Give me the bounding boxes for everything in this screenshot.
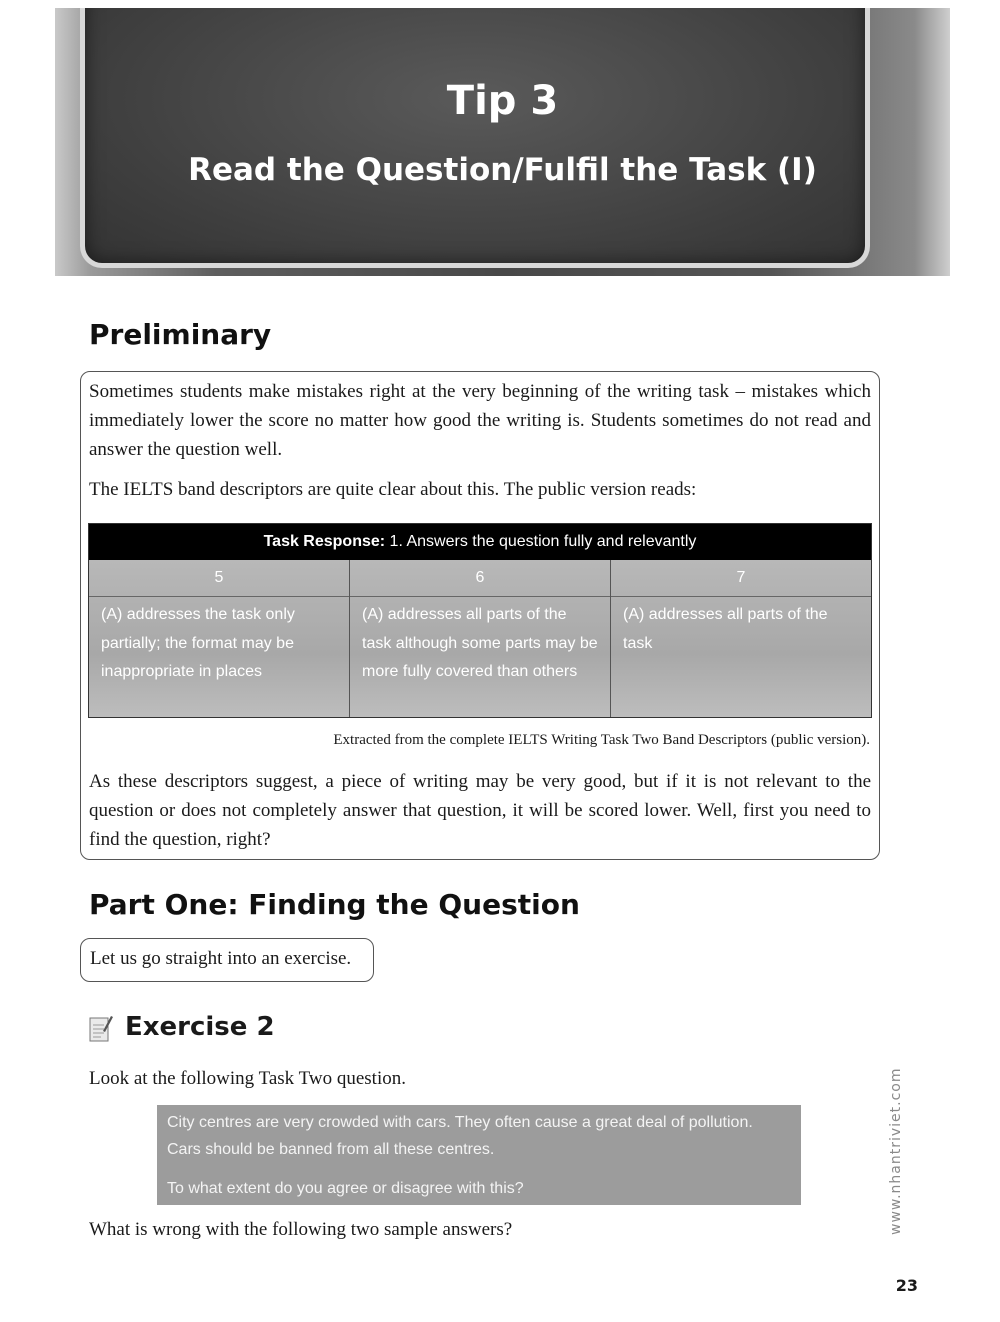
- band-column: [89, 560, 350, 717]
- question-line-3: To what extent do you agree or disagree with this?: [167, 1180, 524, 1197]
- preliminary-paragraph-3: As these descriptors suggest, a piece of writing may be very good, but if it is not relevant to the question or does not completely answer that question, it will be scored lower. Well, first you need to find the question, right?: [89, 771, 871, 850]
- tip-title: Read the Question/Fulfil the Task (I): [188, 152, 817, 188]
- band-column: [611, 560, 871, 717]
- band-description: (A) addresses all parts of the task: [623, 606, 828, 652]
- preliminary-heading: Preliminary: [89, 318, 272, 351]
- preliminary-paragraph-2: The IELTS band descriptors are quite clear about this. The public version reads:: [89, 479, 697, 500]
- follow-up-question: What is wrong with the following two sample answers?: [89, 1219, 513, 1240]
- band-description: (A) addresses all parts of the task although some parts may be more fully covered than others: [362, 606, 598, 680]
- band-descriptor-table: [88, 523, 872, 718]
- band-number: 6: [350, 560, 610, 597]
- title-banner: [55, 8, 950, 276]
- banner-frame: [80, 8, 870, 268]
- band-column: [350, 560, 611, 717]
- table-header-text: 1. Answers the question fully and relevantly: [385, 533, 697, 550]
- band-number: 7: [611, 560, 871, 597]
- preliminary-paragraph-1: Sometimes students make mistakes right at the very beginning of the writing task – mistakes which immediately lower the score no matter how good the writing is. Students sometimes do not read and answer the question well.: [89, 381, 871, 460]
- page-number: 23: [895, 1276, 918, 1295]
- table-header: [89, 524, 871, 560]
- exercise-instruction: Look at the following Task Two question.: [89, 1068, 406, 1089]
- band-number: 5: [89, 560, 349, 597]
- band-description: (A) addresses the task only partially; the format may be inappropriate in places: [101, 606, 295, 680]
- intro-box: [80, 938, 374, 982]
- tip-number: Tip 3: [446, 78, 559, 124]
- task-question-box: [157, 1105, 801, 1205]
- question-line-1: City centres are very crowded with cars. They often cause a great deal of pollution.: [167, 1114, 753, 1131]
- table-caption: Extracted from the complete IELTS Writing Task Two Band Descriptors (public version).: [333, 732, 870, 748]
- table-header-label: Task Response:: [263, 533, 386, 550]
- notepad-pencil-icon: [89, 1013, 113, 1043]
- intro-text: Let us go straight into an exercise.: [90, 948, 352, 969]
- question-line-2: Cars should be banned from all these centres.: [167, 1141, 495, 1158]
- publisher-watermark: www.nhantriviet.com: [888, 1067, 904, 1235]
- exercise-title: Exercise 2: [125, 1012, 275, 1042]
- part-one-heading: Part One: Finding the Question: [89, 888, 580, 921]
